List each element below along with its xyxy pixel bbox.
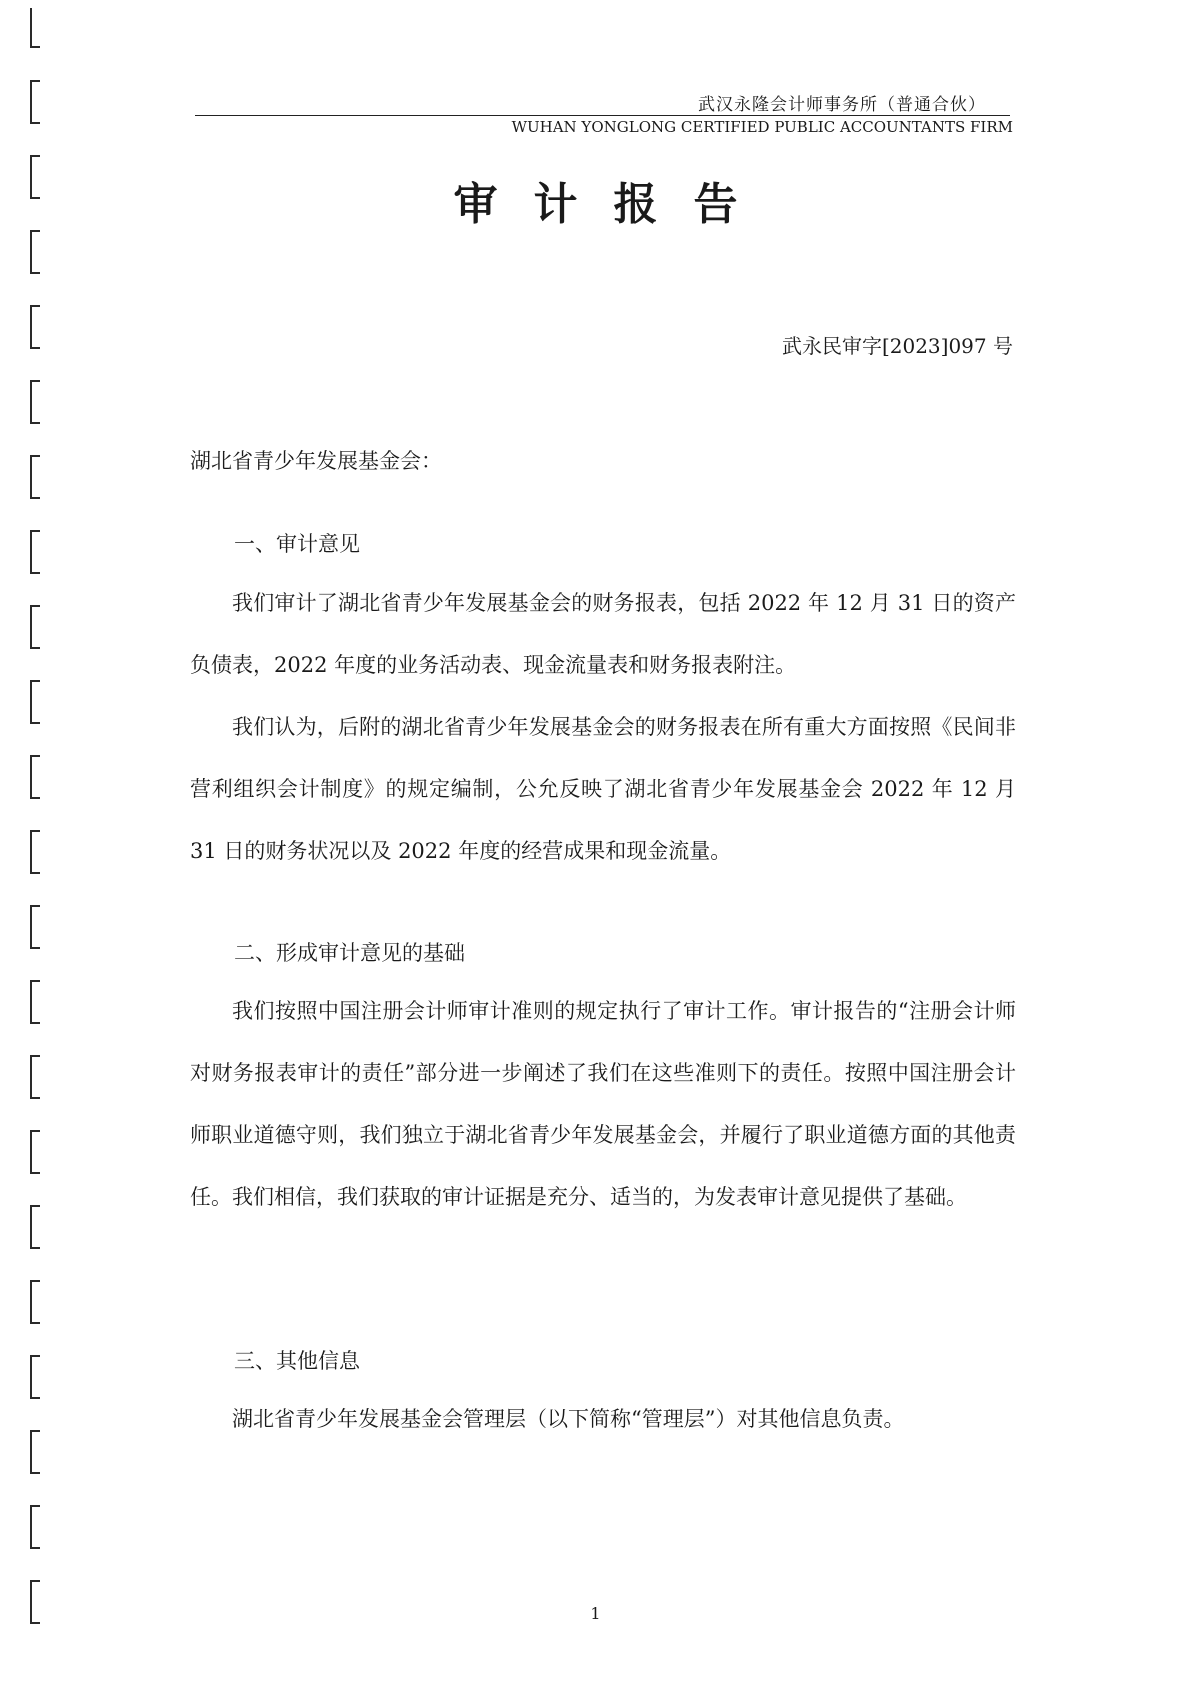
section-body-other-info bbox=[190, 1388, 1016, 1450]
binding-bracket bbox=[30, 830, 40, 874]
paragraph: 我们审计了湖北省青少年发展基金会的财务报表，包括 2022 年 12 月 31 日的资产负债表，2022 年度的业务活动表、现金流量表和财务报表附注。 bbox=[190, 591, 1016, 677]
firm-name-en: WUHAN YONGLONG CERTIFIED PUBLIC ACCOUNTANTS FIRM bbox=[511, 118, 1013, 136]
binding-bracket bbox=[30, 305, 40, 349]
binding-bracket bbox=[30, 1505, 40, 1549]
binding-bracket bbox=[30, 1430, 40, 1474]
paragraph: 我们认为，后附的湖北省青少年发展基金会的财务报表在所有重大方面按照《民间非营利组织会计制度》的规定编制，公允反映了湖北省青少年发展基金会 2022 年 12 月 31 日的财务状况以及 2022 年度的经营成果和现金流量。 bbox=[190, 715, 1016, 863]
addressee: 湖北省青少年发展基金会： bbox=[190, 449, 442, 473]
page-number: 1 bbox=[590, 1604, 601, 1623]
section-body-basis bbox=[190, 980, 1016, 1228]
binding-bracket bbox=[30, 905, 40, 949]
binding-bracket bbox=[30, 230, 40, 274]
binding-bracket bbox=[30, 605, 40, 649]
binding-bracket bbox=[30, 1280, 40, 1324]
binding-bracket bbox=[30, 755, 40, 799]
section-heading-audit-opinion: 一、审计意见 bbox=[234, 532, 360, 556]
binding-bracket bbox=[30, 1355, 40, 1399]
firm-name-cn: 武汉永隆会计师事务所（普通合伙） bbox=[698, 95, 986, 115]
binding-bracket bbox=[30, 8, 40, 48]
binding-bracket bbox=[30, 455, 40, 499]
section-heading-other-info: 三、其他信息 bbox=[234, 1349, 360, 1373]
binding-margin bbox=[0, 0, 60, 1684]
binding-bracket bbox=[30, 80, 40, 124]
reference-number: 武永民审字[2023]097 号 bbox=[781, 334, 1013, 358]
document-title: 审计报告 bbox=[453, 179, 774, 230]
binding-bracket bbox=[30, 380, 40, 424]
binding-bracket bbox=[30, 680, 40, 724]
paragraph: 湖北省青少年发展基金会管理层（以下简称“管理层”）对其他信息负责。 bbox=[232, 1407, 905, 1431]
section-body-audit-opinion bbox=[190, 572, 1016, 882]
header-rule bbox=[195, 115, 1010, 116]
section-heading-basis: 二、形成审计意见的基础 bbox=[234, 941, 465, 965]
paragraph: 我们按照中国注册会计师审计准则的规定执行了审计工作。审计报告的“注册会计师对财务报表审计的责任”部分进一步阐述了我们在这些准则下的责任。按照中国注册会计师职业道德守则，我们独立于湖北省青少年发展基金会，并履行了职业道德方面的其他责任。我们相信，我们获取的审计证据是充分、适当的，为发表审计意见提供了基础。 bbox=[190, 999, 1016, 1209]
binding-bracket bbox=[30, 1130, 40, 1174]
binding-bracket bbox=[30, 1205, 40, 1249]
binding-bracket bbox=[30, 1055, 40, 1099]
binding-bracket bbox=[30, 530, 40, 574]
binding-bracket bbox=[30, 980, 40, 1024]
